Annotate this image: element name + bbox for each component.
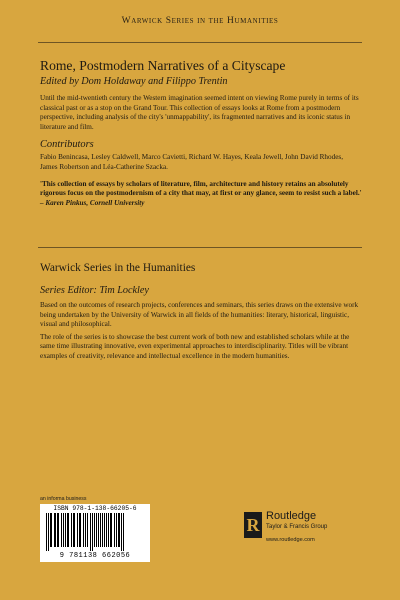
publisher-name: Routledge xyxy=(266,510,317,522)
isbn-number: ISBN 978-1-138-66205-6 xyxy=(53,505,137,512)
barcode-bar xyxy=(94,513,95,547)
book-editors: Edited by Dom Holdaway and Filippo Trentin xyxy=(40,76,228,87)
barcode-bar xyxy=(102,513,103,547)
barcode-bar xyxy=(57,513,59,547)
publisher-url: www.routledge.com xyxy=(266,537,315,543)
barcode-bar xyxy=(67,513,69,547)
informa-tagline: an informa business xyxy=(40,496,87,502)
barcode-bar xyxy=(121,513,122,551)
top-divider xyxy=(38,42,362,43)
barcode-bar xyxy=(110,513,112,547)
book-section xyxy=(40,58,362,208)
series-title: Warwick Series in the Humanities xyxy=(40,262,196,274)
contributors-heading: Contributors xyxy=(40,139,94,151)
barcode-bar xyxy=(90,513,91,551)
barcode-bar xyxy=(65,513,66,547)
barcode-bar xyxy=(123,513,124,551)
contributors-list: Fabio Benincasa, Lesley Caldwell, Marco Cavietti, Richard W. Hayes, Keala Jewell, John David Rhodes, James Robertson and Léa-Catherine Szacka. xyxy=(40,153,344,171)
series-header-band xyxy=(0,0,400,42)
review-quote: 'This collection of essays by scholars of literature, film, architecture and history retains an absolutely rigorous focus on the postmodernism of a city that may, at first or any glance, seem to resist such a label.' xyxy=(40,179,362,198)
barcode-bar xyxy=(71,513,72,547)
barcode-bar xyxy=(108,513,109,547)
barcode-bar xyxy=(114,513,115,547)
barcode-bar xyxy=(46,513,47,551)
barcode-bar xyxy=(63,513,64,547)
barcode-bar xyxy=(118,513,120,547)
barcode-bar xyxy=(104,513,105,547)
book-description: Until the mid-twentieth century the Western imagination seemed intent on viewing Rome purely in terms of its classical past or as a stop on the Grand Tour. This collection of essays looks at Rome from a postmodern perspective, including analysis of the city's 'unmappability', its fragmented narratives and its iconic status in literature and film. xyxy=(40,94,359,131)
series-role: The role of the series is to showcase the best current work of both new and established scholars while at the same time illustrating innovative, even experimental approaches to interdisciplinarity. Titles will be vibrant examples of creativity, relevance and intellectual excellence in the modern humanities. xyxy=(40,332,350,360)
barcode-bar xyxy=(83,513,84,547)
series-header: Warwick Series in the Humanities xyxy=(121,16,279,26)
barcode-bars xyxy=(46,513,144,551)
barcode-bar xyxy=(50,513,52,547)
barcode-bar xyxy=(116,513,117,547)
barcode-bar xyxy=(87,513,88,547)
barcode-bar xyxy=(54,513,56,547)
barcode-bar xyxy=(100,513,101,547)
barcode-bar xyxy=(92,513,93,551)
middle-divider xyxy=(38,247,362,248)
barcode-bar xyxy=(96,513,97,547)
svg-text:R: R xyxy=(246,515,260,535)
barcode-bar xyxy=(61,513,62,547)
publisher-group: Taylor & Francis Group xyxy=(266,524,328,530)
ean-number: 9 781138 662056 xyxy=(59,552,131,560)
barcode-bar xyxy=(85,513,86,547)
barcode-bar xyxy=(106,513,107,547)
publisher-block xyxy=(244,510,364,554)
series-section xyxy=(40,262,362,362)
barcode-bar xyxy=(98,513,99,547)
book-title: Rome, Postmodern Narratives of a Cityscape xyxy=(40,58,286,73)
barcode xyxy=(40,504,150,562)
routledge-logo-icon xyxy=(244,512,262,538)
barcode-bar xyxy=(48,513,49,551)
barcode-bar xyxy=(77,513,78,547)
barcode-bar xyxy=(79,513,81,547)
review-attribution: – Karen Pinkus, Cornell University xyxy=(40,198,145,207)
series-editor: Series Editor: Tim Lockley xyxy=(40,285,149,296)
barcode-bar xyxy=(73,513,75,547)
series-description: Based on the outcomes of research projects, conferences and seminars, this series draws on the extensive work being undertaken by the University of Warwick in all fields of the humanities: literary, historical, linguistic, visual and philosophical. xyxy=(40,301,359,329)
